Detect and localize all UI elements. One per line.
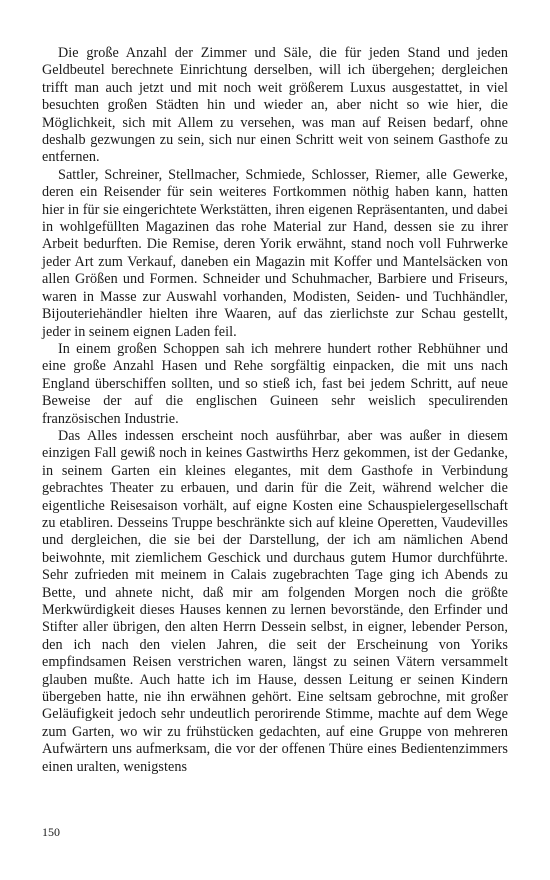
paragraph: In einem großen Schoppen sah ich mehrere hundert rother Rebhühner und eine große Anzahl Hasen und Rehe sorgfältig einpacken, die mit uns nach England überschiffen sollten, und so stieß ich, fast bei jedem Schritt, auf neue Beweise der auf die englischen Guineen sehr weislich speculirenden französischen Industrie. bbox=[42, 340, 508, 427]
paragraph: Sattler, Schreiner, Stellmacher, Schmiede, Schlosser, Riemer, alle Gewerke, deren ein Reisender für sein weiteres Fortkommen nöthig haben kann, hatten hier in für sie eingerichtete Werkstätten, ihren eigenen Repräsentanten, und dabei in wohlgefüllten Magazinen das rohe Material zur Hand, dessen sie zu ihrer Arbeit bedurften. Die Remise, deren Yorik erwähnt, stand noch voll Fuhrwerke jeder Art zum Verkauf, daneben ein Magazin mit Koffer und Mantelsäcken von allen Größen und Formen. Schneider und Schuhmacher, Barbiere und Friseurs, waren in Masse zur Auswahl vorhanden, Modisten, Seiden- und Tuchhändler, Bijouteriehändler hielten ihre Waaren, auf das zierlichste zur Schau gestellt, jeder in seinem eignen Laden feil. bbox=[42, 166, 508, 340]
paragraph: Das Alles indessen erscheint noch ausführbar, aber was außer in diesem einzigen Fall gewiß noch in keines Gastwirths Herz gekommen, ist der Gedanke, in seinem Garten ein kleines elegantes, mit dem Gasthofe in Verbindung gebrachtes Theater zu erbauen, und darin für die Zeit, während welcher die eigentliche Reisesaison vorhält, auf eigne Kosten eine Schauspielergesellschaft zu etabliren. Desseins Truppe beschränkte sich auf kleine Operetten, Vaudevilles und dergleichen, die sie bei der Darstellung, der ich am nämlichen Abend beiwohnte, mit ziemlichem Geschick und durchaus gutem Humor durchführte. Sehr zufrieden mit meinem in Calais zugebrachten Tage ging ich Abends zu Bette, und ahnete nicht, daß mir am folgenden Morgen noch die größte Merkwürdigkeit dieses Hauses kennen zu lernen bevorstände, den Erfinder und Stifter aller übrigen, den alten Herrn Dessein selbst, in eigner, lebender Person, den ich nach den vielen Jahren, die seit der Erscheinung von Yoriks empfindsamen Reisen verstrichen waren, längst zu seinen Vätern versammelt glauben mußte. Auch hatte ich im Hause, dessen Leitung er seinen Kindern übergeben hatte, nie ihn erwähnen gehört. Eine seltsam gebrochne, mit großer Geläufigkeit jedoch sehr undeutlich perorirende Stimme, machte auf dem Wege zum Garten, wo wir zu frühstücken gedachten, auf eine Gruppe von mehreren Aufwärtern uns aufmerksam, die vor der offenen Thüre eines Bedientenzimmers einen uralten, wenigstens bbox=[42, 427, 508, 775]
paragraph: Die große Anzahl der Zimmer und Säle, die für jeden Stand und jeden Geldbeutel berechnete Einrichtung derselben, will ich übergehen; dergleichen trifft man auch jetzt und mit noch weit größerem Luxus ausgestattet, in viel besuchten großen Städten hin und wieder an, aber nicht so wie hier, die Möglichkeit, sich mit Allem zu versehen, was man auf Reisen bedarf, ohne deshalb gezwungen zu sein, sich nur einen Schritt weit von seinem Gasthofe zu entfernen. bbox=[42, 45, 508, 166]
page-number: 150 bbox=[42, 825, 60, 839]
text-body bbox=[42, 45, 508, 776]
page-content bbox=[42, 45, 508, 776]
